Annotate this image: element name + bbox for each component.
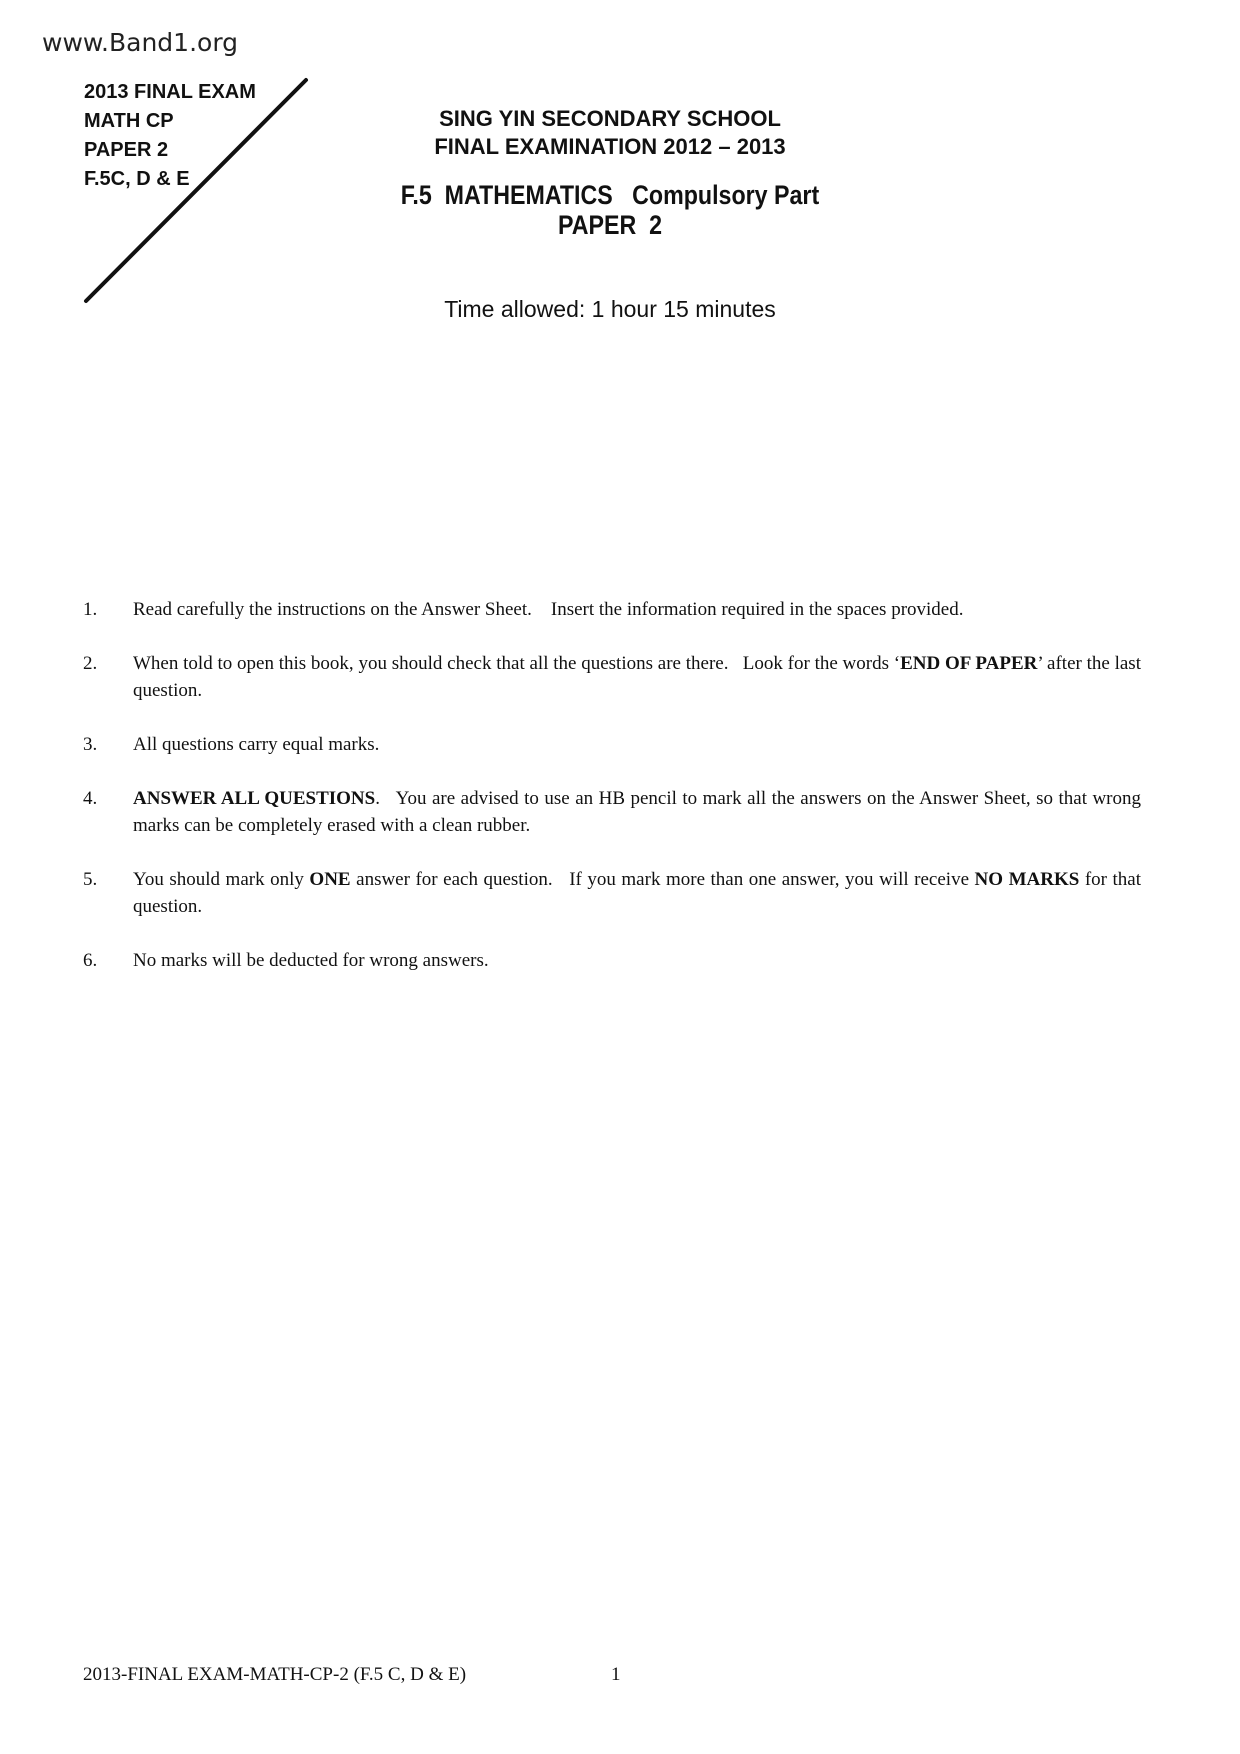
- instruction-text: [133, 650, 1146, 704]
- watermark-text: www.Band1.org: [42, 28, 239, 57]
- footer-code: 2013-FINAL EXAM-MATH-CP-2 (F.5 C, D & E): [83, 1664, 467, 1685]
- exam-label-line: 2013 FINAL EXAM: [84, 81, 256, 103]
- instruction-text: [133, 947, 1141, 974]
- instruction-segment: for that question.: [133, 869, 1146, 917]
- instruction-emphasis: ANSWER ALL QUESTIONS: [133, 788, 376, 809]
- instruction-segment: You should mark only: [133, 869, 310, 890]
- instruction-segment: When told to open this book, you should check that all the questions are there. Look for the words ‘: [133, 653, 901, 674]
- instruction-item: [83, 731, 1141, 758]
- instruction-emphasis: NO MARKS: [974, 869, 1080, 890]
- instruction-segment: ’ after the last question.: [133, 653, 1146, 701]
- instruction-segment: All questions carry equal marks.: [133, 734, 380, 755]
- time-allowed: Time allowed: 1 hour 15 minutes: [444, 296, 776, 322]
- instruction-emphasis: ONE: [309, 869, 351, 890]
- instruction-emphasis: END OF PAPER: [900, 653, 1038, 674]
- instruction-text: [133, 866, 1146, 920]
- instruction-number: 5.: [83, 869, 98, 890]
- instruction-segment: answer for each question. If you mark more than one answer, you will receive: [350, 869, 975, 890]
- school-header: [310, 105, 910, 161]
- instruction-item: [83, 650, 1146, 704]
- instruction-text: [133, 785, 1146, 839]
- instruction-number: 6.: [83, 950, 98, 971]
- instruction-text: [133, 731, 1141, 758]
- instruction-segment: Read carefully the instructions on the Answer Sheet. Insert the information required in the spaces provided.: [133, 599, 964, 620]
- instruction-item: [83, 596, 1141, 623]
- instruction-number: 4.: [83, 788, 98, 809]
- instruction-item: [83, 785, 1146, 839]
- school-name: SING YIN SECONDARY SCHOOL: [439, 106, 781, 131]
- instructions-list: [83, 596, 1146, 1001]
- diagonal-slash: [0, 0, 320, 320]
- instruction-item: [83, 947, 1141, 974]
- instruction-text: [133, 596, 1141, 623]
- subject-header: [352, 180, 868, 240]
- exam-label-line: PAPER 2: [84, 139, 169, 161]
- instruction-item: [83, 866, 1146, 920]
- instruction-number: 2.: [83, 653, 98, 674]
- instruction-number: 3.: [83, 734, 98, 755]
- exam-label-line: MATH CP: [84, 110, 174, 132]
- instruction-segment: No marks will be deducted for wrong answers.: [133, 950, 489, 971]
- instruction-segment: . You are advised to use an HB pencil to mark all the answers on the Answer Sheet, so that wrong marks can be completely erased with a clean rubber.: [133, 788, 1146, 836]
- instruction-number: 1.: [83, 599, 98, 620]
- diagonal-slash-line: [86, 80, 306, 301]
- page-number: 1: [611, 1664, 621, 1685]
- subject-title: F.5 MATHEMATICS Compulsory Part: [400, 180, 820, 210]
- paper-title: PAPER 2: [557, 210, 663, 240]
- exam-title: FINAL EXAMINATION 2012 – 2013: [434, 134, 786, 159]
- exam-label-line: F.5C, D & E: [84, 168, 190, 190]
